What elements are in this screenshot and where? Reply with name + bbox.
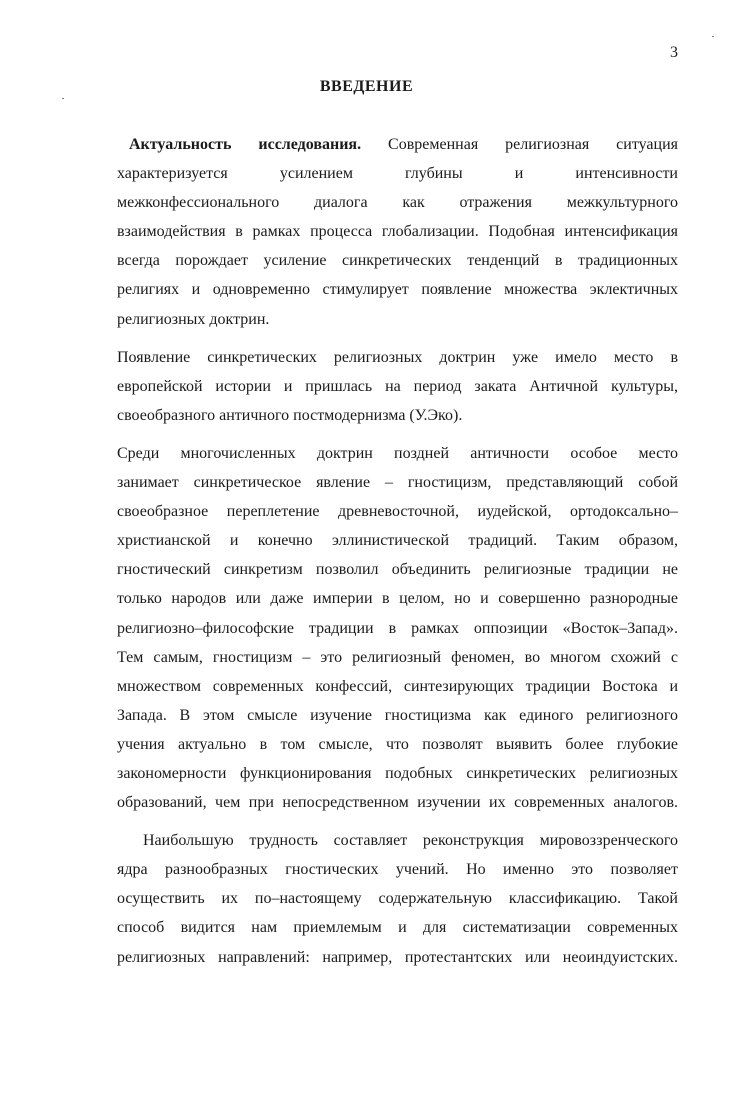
line-text: религиозных направлений: например, протестантских или неоиндуистских. xyxy=(117,948,678,966)
text-line xyxy=(117,643,678,672)
line-text: христианской и конечно эллинистической традиций. Таким образом, xyxy=(117,532,678,550)
line-text: осуществить их по–настоящему содержательную классификацию. Такой xyxy=(117,890,678,908)
page-number: 3 xyxy=(670,44,678,61)
paragraph xyxy=(117,343,678,430)
line-text: всегда порождает усиление синкретических тенденций в традиционных xyxy=(117,252,678,270)
text-line xyxy=(117,343,678,372)
line-text: Среди многочисленных доктрин поздней античности особое место xyxy=(117,444,678,462)
text-line xyxy=(117,439,678,468)
text-line xyxy=(117,913,678,942)
text-line xyxy=(117,468,678,497)
line-text: своеобразного античного постмодернизма (У.Эко). xyxy=(117,406,463,424)
text-line xyxy=(117,826,678,855)
section-label: Актуальность исследования. xyxy=(129,136,362,153)
line-text: занимает синкретическое явление – гностицизм, представляющий собой xyxy=(117,474,678,492)
line-text: характеризуется усилением глубины и интенсивности xyxy=(117,165,678,183)
text-line xyxy=(117,188,678,217)
text-line xyxy=(117,943,678,972)
text-line xyxy=(117,701,678,730)
text-line xyxy=(117,159,678,188)
text-line xyxy=(117,217,678,246)
page-title: ВВЕДЕНИЕ xyxy=(319,78,414,95)
text-line xyxy=(117,584,678,613)
text-line xyxy=(117,759,678,788)
line-text: учения актуально в том смысле, что позволят выявить более глубокие xyxy=(117,735,678,753)
line-text: Появление синкретических религиозных доктрин уже имело место в xyxy=(117,348,678,366)
line-text: только народов или даже империи в целом, но и совершенно разнородные xyxy=(117,590,678,608)
text-line xyxy=(117,401,678,430)
line-text: Наибольшую трудность составляет реконструкция мировоззренческого xyxy=(143,832,678,850)
line-text: взаимодействия в рамках процесса глобализации. Подобная интенсификация xyxy=(117,223,678,241)
line-text: своеобразное переплетение древневосточной, иудейской, ортодоксально– xyxy=(117,503,678,521)
paragraph xyxy=(117,439,678,817)
line-text: европейской истории и пришлась на период заката Античной культуры, xyxy=(117,377,678,395)
paragraph xyxy=(117,130,678,334)
line-text: образований, чем при непосредственном изучении их современных аналогов. xyxy=(117,794,678,812)
text-line xyxy=(117,526,678,555)
scan-speck xyxy=(62,98,64,99)
line-text: закономерности функционирования подобных синкретических религиозных xyxy=(117,764,678,782)
line-text: религиозных доктрин. xyxy=(117,310,270,328)
line-text: Тем самым, гностицизм – это религиозный феномен, во многом схожий с xyxy=(117,648,678,666)
line-text: религиях и одновременно стимулирует появление множества эклектичных xyxy=(117,281,678,299)
paragraph xyxy=(117,826,678,971)
text-line xyxy=(117,672,678,701)
document-body xyxy=(117,130,678,981)
line-text: способ видится нам приемлемым и для систематизации современных xyxy=(117,919,678,937)
line-text: Современная религиозная ситуация xyxy=(361,136,678,153)
text-line xyxy=(117,730,678,759)
line-text: межконфессионального диалога как отражения межкультурного xyxy=(117,194,678,212)
text-line xyxy=(117,246,678,275)
text-line xyxy=(117,614,678,643)
text-line xyxy=(117,372,678,401)
text-line xyxy=(117,788,678,817)
line-text: Запада. В этом смысле изучение гностицизма как единого религиозного xyxy=(117,706,678,724)
text-line xyxy=(117,555,678,584)
text-line xyxy=(117,855,678,884)
scan-speck xyxy=(712,36,714,37)
text-line xyxy=(117,305,678,334)
line-text: ядра разнообразных гностических учений. Но именно это позволяет xyxy=(117,861,678,879)
text-line xyxy=(117,884,678,913)
text-line xyxy=(117,497,678,526)
line-text: гностический синкретизм позволил объединить религиозные традиции не xyxy=(117,561,678,579)
line-text: множеством современных конфессий, синтезирующих традиции Востока и xyxy=(117,677,678,695)
text-line xyxy=(117,130,678,159)
line-text: религиозно–философские традиции в рамках оппозиции «Восток–Запад». xyxy=(117,619,678,637)
text-line xyxy=(117,275,678,304)
